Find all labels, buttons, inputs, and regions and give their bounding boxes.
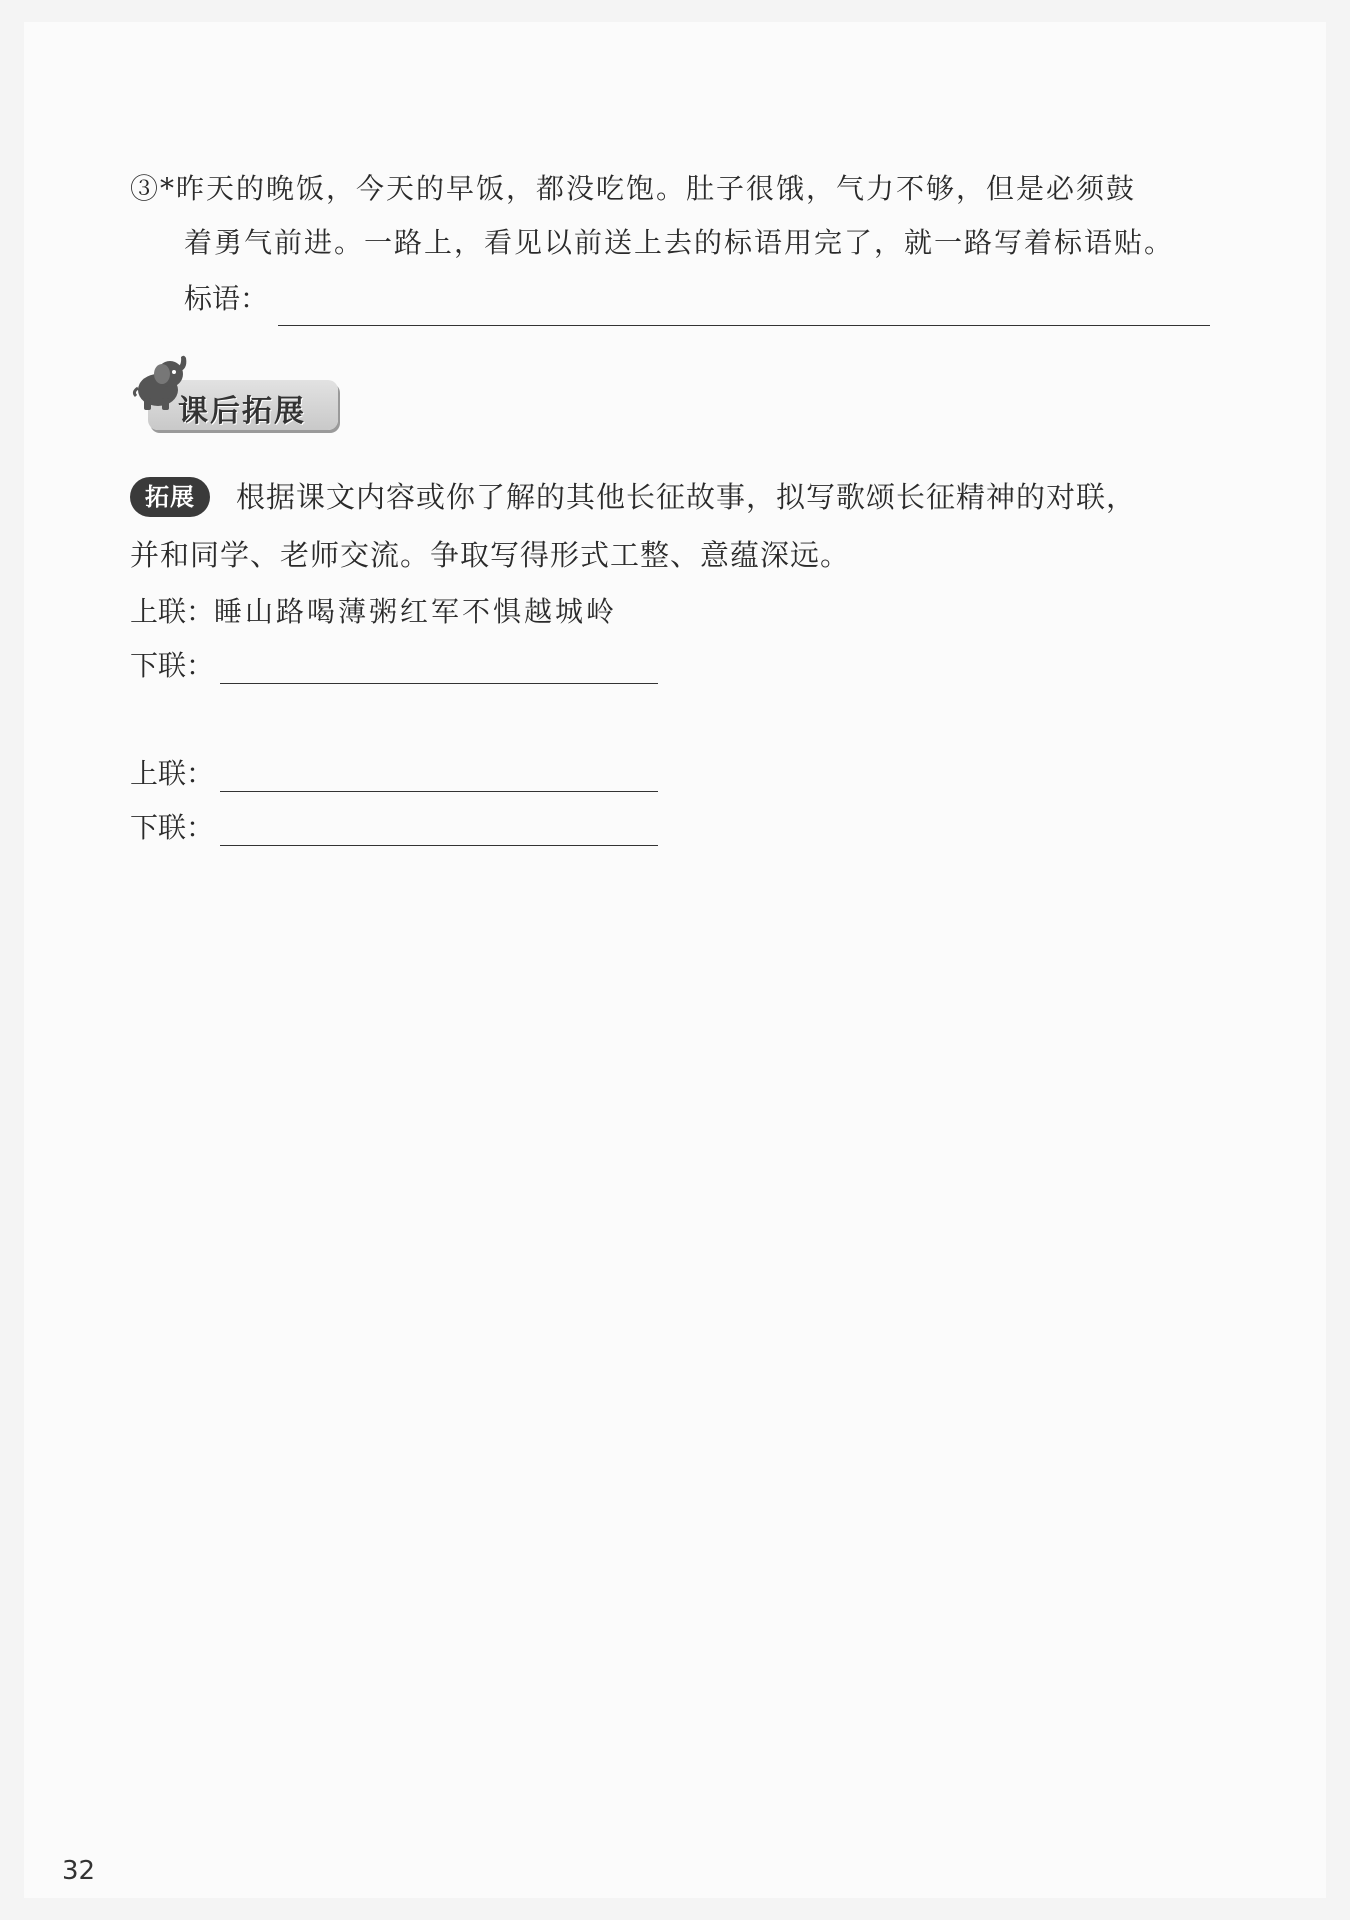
page-number: 32 xyxy=(62,1856,96,1886)
slogan-label: 标语： xyxy=(184,282,269,315)
upper-line-answer-blank[interactable] xyxy=(220,765,658,792)
slogan-answer-blank[interactable] xyxy=(278,297,1210,326)
couplet-1-lower xyxy=(130,644,658,684)
couplet-2-upper xyxy=(130,752,658,792)
upper-line-text: 睡山路喝薄粥红军不惧越城岭 xyxy=(214,595,618,628)
lower-line-label: 下联： xyxy=(130,649,215,682)
question-3-line-2: 着勇气前进。一路上，看见以前送上去的标语用完了，就一路写着标语贴。 xyxy=(184,226,1175,259)
task-text-line-1: 根据课文内容或你了解的其他长征故事，拟写歌颂长征精神的对联， xyxy=(236,480,1137,514)
extension-badge: 拓展 xyxy=(130,477,210,517)
section-title: 课后拓展 xyxy=(178,394,306,429)
slogan-row xyxy=(184,272,1210,326)
task-text-line-2: 并和同学、老师交流。争取写得形式工整、意蕴深远。 xyxy=(130,538,851,572)
lower-line-answer-blank[interactable] xyxy=(220,819,658,846)
lower-line-answer-blank[interactable] xyxy=(220,657,658,684)
couplet-2-lower xyxy=(130,806,658,846)
couplet-1-upper xyxy=(130,590,617,630)
lower-line-label: 下联： xyxy=(130,811,215,844)
section-header xyxy=(130,352,350,432)
extension-task xyxy=(130,468,1220,584)
upper-line-label: 上联： xyxy=(130,595,215,628)
upper-line-label: 上联： xyxy=(130,757,215,790)
question-3-line-1: ③*昨天的晚饭，今天的早饭，都没吃饱。肚子很饿，气力不够，但是必须鼓 xyxy=(130,172,1137,205)
